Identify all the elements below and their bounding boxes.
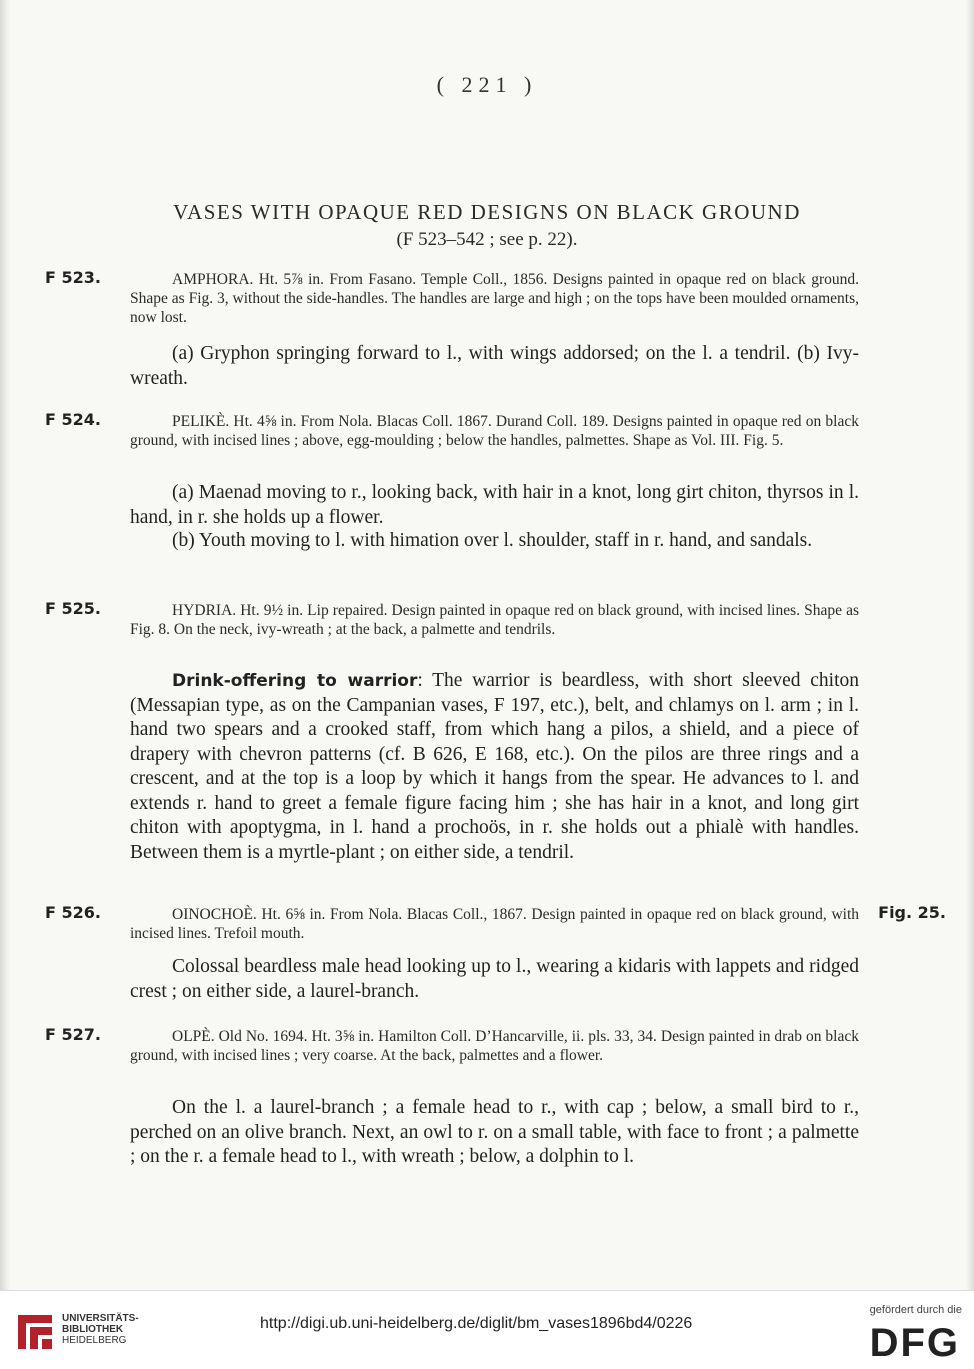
entry-description: PELIKÈ. Ht. 4⅝ in. From Nola. Blacas Coll. 1867. Durand Coll. 189. Designs painted in opaque red on black ground, with incised lines ; above, egg-moulding ; below the handles, palmettes. Shape as Vol. III. Fig. 5. <box>130 413 859 449</box>
catalog-entry-f525 <box>45 599 925 889</box>
entry-ref: F 526. <box>45 903 101 922</box>
entry-description: HYDRIA. Ht. 9½ in. Lip repaired. Design painted in opaque red on black ground, with incised lines. Shape as Fig. 8. On the neck, ivy-wreath ; at the back, a palmette and tendrils. <box>130 602 859 638</box>
page-left-edge <box>0 0 10 1290</box>
entry-ref: F 527. <box>45 1025 101 1044</box>
catalog-entry-f523 <box>45 268 925 388</box>
section-subtitle: (F 523–542 ; see p. 22). <box>396 229 578 250</box>
dfg-logo: DFG <box>869 1321 960 1365</box>
entry-paragraph: (b) Youth moving to l. with himation over l. shoulder, staff in r. hand, and sandals. <box>172 530 813 551</box>
catalog-entry-f526 <box>45 903 925 1003</box>
entry-paragraph: On the l. a laurel-branch ; a female head to r., with cap ; below, a small bird to r., perched on an olive branch. Next, an owl to r. on a small table, with face to front ; a palmette ; on the r. a female head to l., with wreath ; below, a dolphin to l. <box>130 1097 859 1167</box>
entry-paragraph: (a) Maenad moving to r., looking back, with hair in a knot, long girt chiton, thyrsos in l. hand, in r. she holds up a flower. <box>130 482 859 528</box>
entry-description: OINOCHOÈ. Ht. 6⅝ in. From Nola. Blacas Coll., 1867. Design painted in opaque red on black ground, with incised lines. Trefoil mouth. <box>130 906 859 942</box>
catalog-entry-f527 <box>45 1025 925 1195</box>
entry-description: OLPÈ. Old No. 1694. Ht. 3⅝ in. Hamilton Coll. D’Hancarville, ii. pls. 33, 34. Design painted in drab on black ground, with incised lines ; very coarse. At the back, palmettes and a flower. <box>130 1028 859 1064</box>
entry-ref: F 524. <box>45 410 101 429</box>
entry-paragraph: Drink-offering to warrior: The warrior is beardless, with short sleeved chiton (Messapian type, as on the Campanian vases, F 197, etc.), belt, and chlamys on l. arm ; in l. hand two spears and a crooked staff, from which hang a pilos, a shield, and a piece of drapery with chevron patterns (cf. B 626, E 168, etc.). On the pilos are three rings and a crescent, and at the top is a loop by which it hangs from the spear. He advances to l. and extends r. hand to greet a female figure facing him ; she has hair in a knot, and long girt chiton with apoptygma, in l. hand a prochoös, in r. she holds out a phialè with handles. Between them is a myrtle-plant ; on either side, a tendril. <box>130 670 859 863</box>
funding-note: gefördert durch die <box>869 1304 962 1316</box>
page-right-edge <box>966 0 974 1290</box>
entry-lead: Drink-offering to warrior <box>172 671 418 691</box>
library-name: UNIVERSITÄTS- BIBLIOTHEK HEIDELBERG <box>62 1313 139 1346</box>
page-number: ( 221 ) <box>436 72 538 97</box>
entry-paragraph: Colossal beardless male head looking up to l., wearing a kidaris with lappets and ridged crest ; on either side, a laurel-branch. <box>130 956 859 1002</box>
entry-description: AMPHORA. Ht. 5⅞ in. From Fasano. Temple Coll., 1856. Designs painted in opaque red on black ground. Shape as Fig. 3, without the side-handles. The handles are large and high ; on the tops have been moulded ornaments, now lost. <box>130 271 859 326</box>
permalink-url[interactable]: http://digi.ub.uni-heidelberg.de/diglit/bm_vases1896bd4/0226 <box>260 1315 693 1332</box>
viewer-footer <box>0 1290 974 1369</box>
figure-reference: Fig. 25. <box>878 903 946 922</box>
section-title: VASES WITH OPAQUE RED DESIGNS ON BLACK GROUND <box>173 200 801 224</box>
entry-paragraph: (a) Gryphon springing forward to l., with wings addorsed; on the l. a tendril. (b) Ivy-wreath. <box>130 343 859 389</box>
entry-ref: F 525. <box>45 599 101 618</box>
entry-ref: F 523. <box>45 268 101 287</box>
university-library-logo-icon <box>14 1311 56 1353</box>
catalog-entry-f524 <box>45 410 925 580</box>
